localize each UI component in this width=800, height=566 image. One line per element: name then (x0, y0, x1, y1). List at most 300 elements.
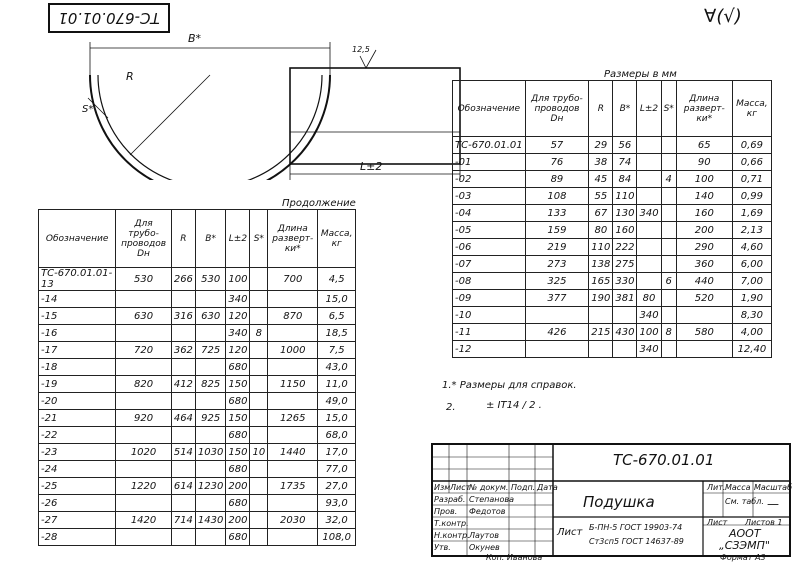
sheets-label: Листов 1 (745, 518, 783, 527)
table-cell: 80 (589, 222, 613, 239)
table-cell: -06 (453, 239, 526, 256)
table-cell: -01 (453, 154, 526, 171)
table-cell (268, 393, 318, 410)
table-cell: -14 (39, 291, 116, 308)
table-cell: 920 (116, 410, 172, 427)
table-cell: 74 (613, 154, 637, 171)
org-line-2: „СЗЭМП" (719, 539, 770, 552)
table-cell: 340 (637, 307, 661, 324)
table-cell: 0,66 (732, 154, 771, 171)
table-cell (116, 359, 172, 376)
col-list: Лист (450, 483, 471, 492)
title-block (431, 443, 791, 557)
table-row (39, 359, 356, 376)
table-cell: -07 (453, 256, 526, 273)
table-cell: 377 (525, 290, 589, 307)
scale-value: — (767, 497, 779, 511)
table-cell: 4,60 (732, 239, 771, 256)
table-row (39, 444, 356, 461)
org-line-1: АООТ (729, 527, 761, 540)
table-cell: 160 (676, 205, 732, 222)
table-cell: 680 (226, 461, 250, 478)
note-2-number: 2. (446, 402, 456, 413)
title-name: Подушка (583, 493, 655, 511)
table-cell (268, 461, 318, 478)
table-cell (661, 205, 676, 222)
table-cell: 219 (525, 239, 589, 256)
table-cell: 680 (226, 529, 250, 546)
title-code: ТС-670.01.01 (613, 451, 715, 469)
table-cell: 165 (589, 273, 613, 290)
table-cell (250, 376, 268, 393)
table-cell: 120 (226, 342, 250, 359)
table-cell: 11,0 (318, 376, 356, 393)
table-cell: 340 (226, 325, 250, 342)
table-cell: 340 (637, 341, 661, 358)
table-row (453, 222, 772, 239)
table-cell: 43,0 (318, 359, 356, 376)
table-cell: -10 (453, 307, 526, 324)
dim-b: B* (188, 32, 202, 45)
table-cell (250, 342, 268, 359)
table-cell: 100 (226, 268, 250, 291)
table-row (39, 393, 356, 410)
table-row (39, 495, 356, 512)
note-1: 1.* Размеры для справок. (442, 380, 577, 391)
table-cell (171, 325, 195, 342)
table-cell: 89 (525, 171, 589, 188)
surface-finish: 12,5 (352, 45, 370, 54)
table-cell (268, 529, 318, 546)
table-cell (661, 307, 676, 324)
table-cell: 32,0 (318, 512, 356, 529)
table-cell: 27,0 (318, 478, 356, 495)
table-cell (250, 410, 268, 427)
table-cell (171, 495, 195, 512)
table-cell (195, 325, 225, 342)
col-sign: Подп. (511, 483, 536, 492)
table-cell (250, 268, 268, 291)
table-cell (661, 137, 676, 154)
table-cell (661, 188, 676, 205)
table-cell: 110 (589, 239, 613, 256)
table-cell (661, 290, 676, 307)
table-cell: 8,30 (732, 307, 771, 324)
table-cell (195, 393, 225, 410)
table-cell (637, 222, 661, 239)
sheet-label: Лист (707, 518, 728, 527)
table-cell: 360 (676, 256, 732, 273)
table-cell (661, 222, 676, 239)
table-cell: 825 (195, 376, 225, 393)
table-cell: 614 (171, 478, 195, 495)
table-cell: 80 (637, 290, 661, 307)
table-cell: 1150 (268, 376, 318, 393)
table-cell: 0,69 (732, 137, 771, 154)
table-row (453, 256, 772, 273)
table-cell: 720 (116, 342, 172, 359)
table-cell: 7,00 (732, 273, 771, 290)
table-cell (250, 427, 268, 444)
table-row (39, 461, 356, 478)
right-table-caption: Размеры в мм (604, 69, 677, 80)
table-cell (195, 529, 225, 546)
table-cell: -20 (39, 393, 116, 410)
table-row (453, 290, 772, 307)
table-row (453, 341, 772, 358)
table-cell: -27 (39, 512, 116, 529)
table-row (453, 273, 772, 290)
table-cell: 18,5 (318, 325, 356, 342)
dim-l: L±2 (360, 160, 383, 173)
table-cell: 130 (613, 205, 637, 222)
table-cell (613, 307, 637, 324)
table-cell (637, 171, 661, 188)
table-cell: 412 (171, 376, 195, 393)
razrab-label: Разраб. (434, 495, 466, 504)
table-row (453, 324, 772, 341)
table-cell (116, 427, 172, 444)
table-cell: -09 (453, 290, 526, 307)
table-cell: 1220 (116, 478, 172, 495)
table-cell (171, 359, 195, 376)
table-cell (637, 137, 661, 154)
table-cell: 1,90 (732, 290, 771, 307)
table-cell (250, 478, 268, 495)
table-cell: 200 (226, 478, 250, 495)
table-cell: 29 (589, 137, 613, 154)
table-cell: 38 (589, 154, 613, 171)
column-header: Обозначение (453, 81, 526, 137)
table-cell: 266 (171, 268, 195, 291)
table-cell: 714 (171, 512, 195, 529)
table-cell: 2030 (268, 512, 318, 529)
table-cell: -15 (39, 308, 116, 325)
column-header: Длина разверт-ки* (268, 210, 318, 268)
table-cell: 159 (525, 222, 589, 239)
table-row (39, 325, 356, 342)
table-cell (116, 325, 172, 342)
column-header: B* (195, 210, 225, 268)
table-cell: 680 (226, 427, 250, 444)
table-cell (637, 239, 661, 256)
table-cell (525, 307, 589, 324)
table-cell (637, 154, 661, 171)
table-cell: 76 (525, 154, 589, 171)
table-cell (661, 154, 676, 171)
table-row (39, 291, 356, 308)
table-cell (250, 359, 268, 376)
material-line-2: Ст3сп5 ГОСТ 14637-89 (589, 537, 684, 546)
table-cell (250, 529, 268, 546)
table-cell: 1420 (116, 512, 172, 529)
table-cell: 110 (613, 188, 637, 205)
table-cell: 49,0 (318, 393, 356, 410)
table-cell: 108 (525, 188, 589, 205)
table-cell (637, 273, 661, 290)
table-cell: 222 (613, 239, 637, 256)
copied-by: Коп. Иванова (486, 553, 543, 562)
table-row (39, 410, 356, 427)
utv-label: Утв. (434, 543, 451, 552)
table-cell: 700 (268, 268, 318, 291)
material-line-1: Б-ПН-5 ГОСТ 19903-74 (589, 523, 683, 532)
table-cell (116, 461, 172, 478)
table-row (39, 342, 356, 359)
nkontr-name: Лаутов (469, 531, 499, 540)
table-cell: 580 (676, 324, 732, 341)
table-cell: 340 (637, 205, 661, 222)
table-cell: -05 (453, 222, 526, 239)
table-cell: 273 (525, 256, 589, 273)
utv-name: Окунев (469, 543, 500, 552)
column-header: S* (661, 81, 676, 137)
table-cell: 2,13 (732, 222, 771, 239)
table-cell (661, 256, 676, 273)
table-cell (250, 495, 268, 512)
table-cell (676, 341, 732, 358)
table-cell: 870 (268, 308, 318, 325)
col-date: Дата (537, 483, 558, 492)
table-cell (195, 427, 225, 444)
table-cell (171, 393, 195, 410)
table-cell: -11 (453, 324, 526, 341)
continuation-table (38, 209, 356, 546)
table-cell: 100 (637, 324, 661, 341)
table-cell: 426 (525, 324, 589, 341)
table-cell: 530 (116, 268, 172, 291)
table-row (39, 529, 356, 546)
table-cell: -23 (39, 444, 116, 461)
table-row (39, 308, 356, 325)
table-cell (250, 393, 268, 410)
table-cell: 325 (525, 273, 589, 290)
table-cell: 0,71 (732, 171, 771, 188)
column-header: Длина разверт-ки* (676, 81, 732, 137)
table-cell (613, 341, 637, 358)
table-row (453, 205, 772, 222)
table-cell: 330 (613, 273, 637, 290)
table-cell: 630 (116, 308, 172, 325)
sheet-format: Формат А3 (720, 553, 766, 562)
rotated-doc-code: ТС-670.01.01 (48, 3, 170, 33)
table-cell: 680 (226, 393, 250, 410)
table-cell: 108,0 (318, 529, 356, 546)
table-row (39, 427, 356, 444)
table-cell (195, 291, 225, 308)
roughness-mark: ∀(√) (704, 6, 742, 27)
table-cell: 15,0 (318, 410, 356, 427)
table-cell: -19 (39, 376, 116, 393)
table-row (453, 154, 772, 171)
table-cell: 1230 (195, 478, 225, 495)
table-row (453, 171, 772, 188)
table-row (39, 376, 356, 393)
razrab-name: Степанова (469, 495, 515, 504)
table-cell: 65 (676, 137, 732, 154)
table-cell: 150 (226, 444, 250, 461)
table-cell: 150 (226, 410, 250, 427)
table-cell: -12 (453, 341, 526, 358)
column-header: B* (613, 81, 637, 137)
column-header: L±2 (226, 210, 250, 268)
table-row (39, 478, 356, 495)
table-cell: ТС-670.01.01 (453, 137, 526, 154)
table-cell (195, 495, 225, 512)
table-cell (268, 427, 318, 444)
column-header: Для трубо-проводов Dн (116, 210, 172, 268)
table-cell: 514 (171, 444, 195, 461)
table-cell: 290 (676, 239, 732, 256)
left-table-caption: Продолжение (282, 198, 356, 209)
table-cell (195, 359, 225, 376)
table-cell: 820 (116, 376, 172, 393)
table-cell (676, 307, 732, 324)
prov-name: Федотов (469, 507, 506, 516)
table-cell: 138 (589, 256, 613, 273)
table-cell (268, 495, 318, 512)
table-cell: -16 (39, 325, 116, 342)
table-cell: 925 (195, 410, 225, 427)
table-cell (171, 529, 195, 546)
table-row (453, 239, 772, 256)
table-cell: 275 (613, 256, 637, 273)
table-cell (661, 239, 676, 256)
table-cell: 100 (676, 171, 732, 188)
table-cell: 4,5 (318, 268, 356, 291)
dim-s: S* (82, 104, 94, 115)
table-cell: 90 (676, 154, 732, 171)
table-cell: -21 (39, 410, 116, 427)
table-row (453, 307, 772, 324)
table-cell: 1440 (268, 444, 318, 461)
plan-view (290, 68, 460, 164)
table-cell (171, 291, 195, 308)
table-cell: 530 (195, 268, 225, 291)
table-cell (171, 461, 195, 478)
table-cell: 57 (525, 137, 589, 154)
table-cell (250, 291, 268, 308)
table-cell: 725 (195, 342, 225, 359)
table-row (39, 512, 356, 529)
col-izm: Изм (434, 483, 451, 492)
table-cell: 56 (613, 137, 637, 154)
table-cell: -18 (39, 359, 116, 376)
table-cell: 0,99 (732, 188, 771, 205)
material-list-label: Лист (557, 527, 583, 538)
table-cell: 8 (661, 324, 676, 341)
table-cell (171, 427, 195, 444)
table-cell: 15,0 (318, 291, 356, 308)
table-cell: 200 (226, 512, 250, 529)
table-cell: 17,0 (318, 444, 356, 461)
table-cell (637, 256, 661, 273)
table-cell (661, 341, 676, 358)
table-cell (195, 461, 225, 478)
table-cell: 1735 (268, 478, 318, 495)
column-header: R (171, 210, 195, 268)
column-header: R (589, 81, 613, 137)
column-header: Для трубо-проводов Dн (525, 81, 589, 137)
col-doc: № докум. (469, 483, 509, 492)
table-cell: -02 (453, 171, 526, 188)
table-cell: 77,0 (318, 461, 356, 478)
table-cell: 1030 (195, 444, 225, 461)
mass-label: Масса (725, 483, 751, 492)
table-cell: 6,5 (318, 308, 356, 325)
table-cell: 140 (676, 188, 732, 205)
table-cell: -25 (39, 478, 116, 495)
part-drawing (60, 20, 480, 180)
table-cell: 45 (589, 171, 613, 188)
table-cell: 340 (226, 291, 250, 308)
table-cell: 1430 (195, 512, 225, 529)
table-cell (637, 188, 661, 205)
table-cell: 630 (195, 308, 225, 325)
table-cell: 133 (525, 205, 589, 222)
table-cell: ТС-670.01.01-13 (39, 268, 116, 291)
table-cell (116, 495, 172, 512)
prov-label: Пров. (434, 507, 458, 516)
table-cell: 381 (613, 290, 637, 307)
tkontr-label: Т.контр. (434, 519, 469, 528)
table-cell: 7,5 (318, 342, 356, 359)
table-cell: 440 (676, 273, 732, 290)
table-cell: 8 (250, 325, 268, 342)
table-cell: -22 (39, 427, 116, 444)
table-cell: -28 (39, 529, 116, 546)
table-cell: -24 (39, 461, 116, 478)
table-cell: 150 (226, 376, 250, 393)
dimensions-table (452, 80, 772, 358)
table-cell: 1,69 (732, 205, 771, 222)
table-cell (268, 359, 318, 376)
table-cell: 10 (250, 444, 268, 461)
table-cell: 362 (171, 342, 195, 359)
table-cell: 680 (226, 359, 250, 376)
table-cell: 316 (171, 308, 195, 325)
nkontr-label: Н.контр. (434, 531, 470, 540)
table-cell: -08 (453, 273, 526, 290)
table-row (39, 268, 356, 291)
table-cell (525, 341, 589, 358)
table-cell: -17 (39, 342, 116, 359)
table-cell: 215 (589, 324, 613, 341)
column-header: Масса, кг (318, 210, 356, 268)
table-cell: 6 (661, 273, 676, 290)
table-cell: 160 (613, 222, 637, 239)
table-cell: 1265 (268, 410, 318, 427)
dim-r: R (126, 70, 134, 83)
table-cell: 190 (589, 290, 613, 307)
table-cell (268, 291, 318, 308)
table-cell: 464 (171, 410, 195, 427)
table-cell: 520 (676, 290, 732, 307)
table-cell: 68,0 (318, 427, 356, 444)
table-cell: -26 (39, 495, 116, 512)
table-cell (116, 393, 172, 410)
lit-label: Лит. (707, 483, 726, 492)
table-cell: 67 (589, 205, 613, 222)
mass-value: См. табл. (725, 497, 764, 506)
table-cell (250, 308, 268, 325)
table-cell (589, 307, 613, 324)
table-cell (589, 341, 613, 358)
table-cell: 84 (613, 171, 637, 188)
table-cell: 93,0 (318, 495, 356, 512)
table-cell (116, 529, 172, 546)
table-cell: 1000 (268, 342, 318, 359)
